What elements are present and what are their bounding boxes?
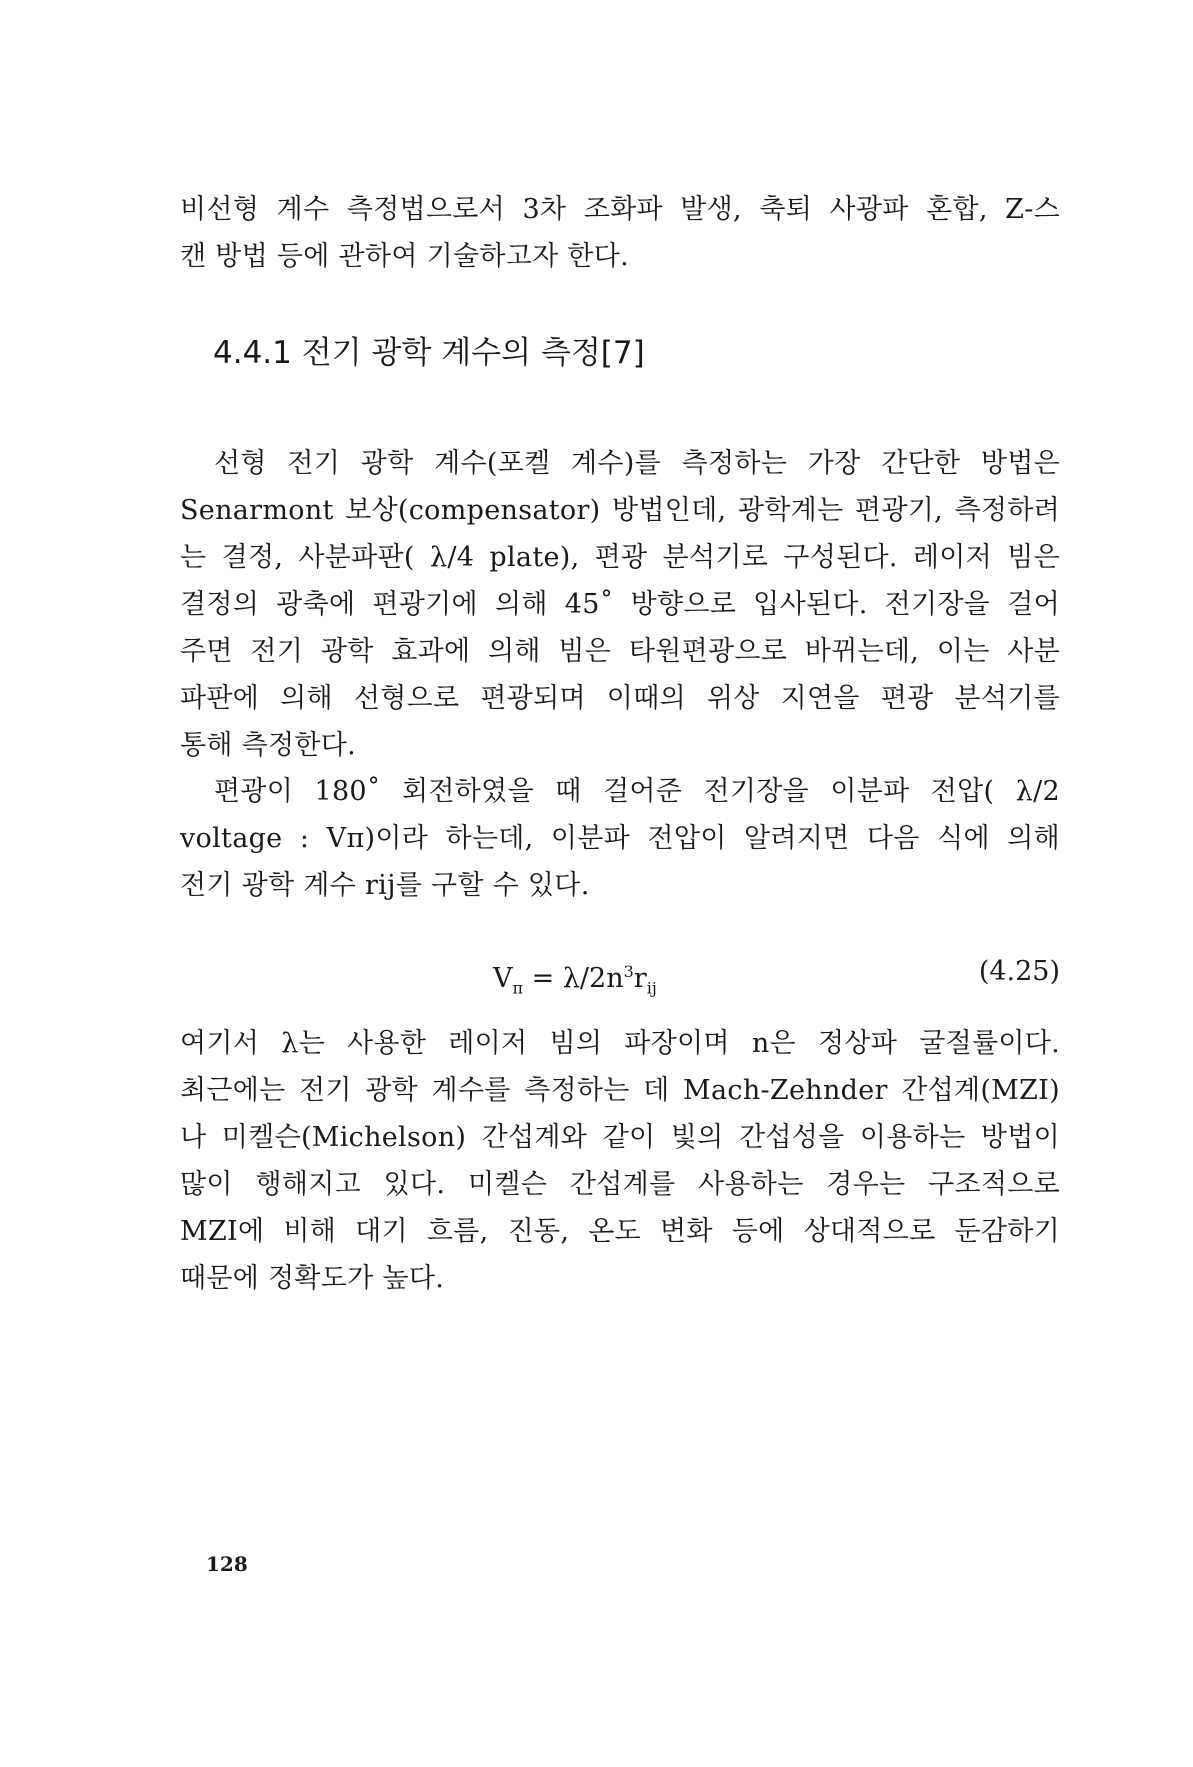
p2-line-2: voltage : Vπ)이라 하는데, 이분파 전압이 알려지면 다음 식에 의해 (180, 823, 1060, 854)
paragraph-3 (180, 1020, 1060, 1302)
p2-line-3: 전기 광학 계수 rij를 구할 수 있다. (180, 870, 590, 901)
eq-lhs-v: V (493, 963, 513, 994)
p3-line-3: 나 미켈슨(Michelson) 간섭계와 같이 빛의 간섭성을 이용하는 방법이 (180, 1122, 1060, 1153)
paragraph-2 (180, 768, 1060, 909)
equation-number: (4.25) (978, 956, 1060, 987)
eq-rhs-r: r (633, 963, 647, 994)
page-number: 128 (206, 1552, 248, 1576)
p1-line-7: 통해 측정한다. (180, 730, 357, 761)
p3-line-1: 여기서 λ는 사용한 레이저 빔의 파장이며 n은 정상파 굴절률이다. (180, 1028, 1060, 1059)
equation-4-25 (180, 950, 1060, 998)
section-heading: 4.4.1 전기 광학 계수의 측정[7] (213, 335, 645, 371)
paragraph-1 (180, 440, 1060, 769)
intro-line-2: 캔 방법 등에 관하여 기술하고자 한다. (180, 241, 630, 272)
p1-line-1: 선형 전기 광학 계수(포켈 계수)를 측정하는 가장 간단한 방법은 (214, 448, 1060, 479)
intro-line-1: 비선형 계수 측정법으로서 3차 조화파 발생, 축퇴 사광파 혼합, Z-스 (180, 194, 1060, 225)
eq-equals: = (523, 963, 563, 994)
p1-line-4: 결정의 광축에 편광기에 의해 45˚ 방향으로 입사된다. 전기장을 걸어 (180, 589, 1060, 620)
p1-line-3: 는 결정, 사분파판( λ/4 plate), 편광 분석기로 구성된다. 레이저 빔은 (180, 542, 1060, 573)
eq-rhs-sub: ij (646, 978, 657, 998)
eq-lhs-sub: π (512, 978, 524, 998)
intro-paragraph (180, 186, 1060, 280)
p1-line-6: 파판에 의해 선형으로 편광되며 이때의 위상 지연을 편광 분석기를 (180, 683, 1060, 714)
equation-body (493, 950, 657, 1010)
p3-line-5: MZI에 비해 대기 흐름, 진동, 온도 변화 등에 상대적으로 둔감하기 (180, 1216, 1060, 1247)
p1-line-2: Senarmont 보상(compensator) 방법인데, 광학계는 편광기, 측정하려 (180, 495, 1060, 526)
p3-line-4: 많이 행해지고 있다. 미켈슨 간섭계를 사용하는 경우는 구조적으로 (180, 1169, 1060, 1200)
p3-line-2: 최근에는 전기 광학 계수를 측정하는 데 Mach-Zehnder 간섭계(MZI) (180, 1075, 1060, 1106)
p3-line-6: 때문에 정확도가 높다. (180, 1263, 445, 1294)
eq-rhs-sup: 3 (623, 962, 634, 981)
eq-rhs-a: λ/2n (562, 963, 624, 994)
p2-line-1: 편광이 180˚ 회전하였을 때 걸어준 전기장을 이분파 전압( λ/2 (214, 776, 1060, 807)
p1-line-5: 주면 전기 광학 효과에 의해 빔은 타원편광으로 바뀌는데, 이는 사분 (180, 636, 1060, 667)
